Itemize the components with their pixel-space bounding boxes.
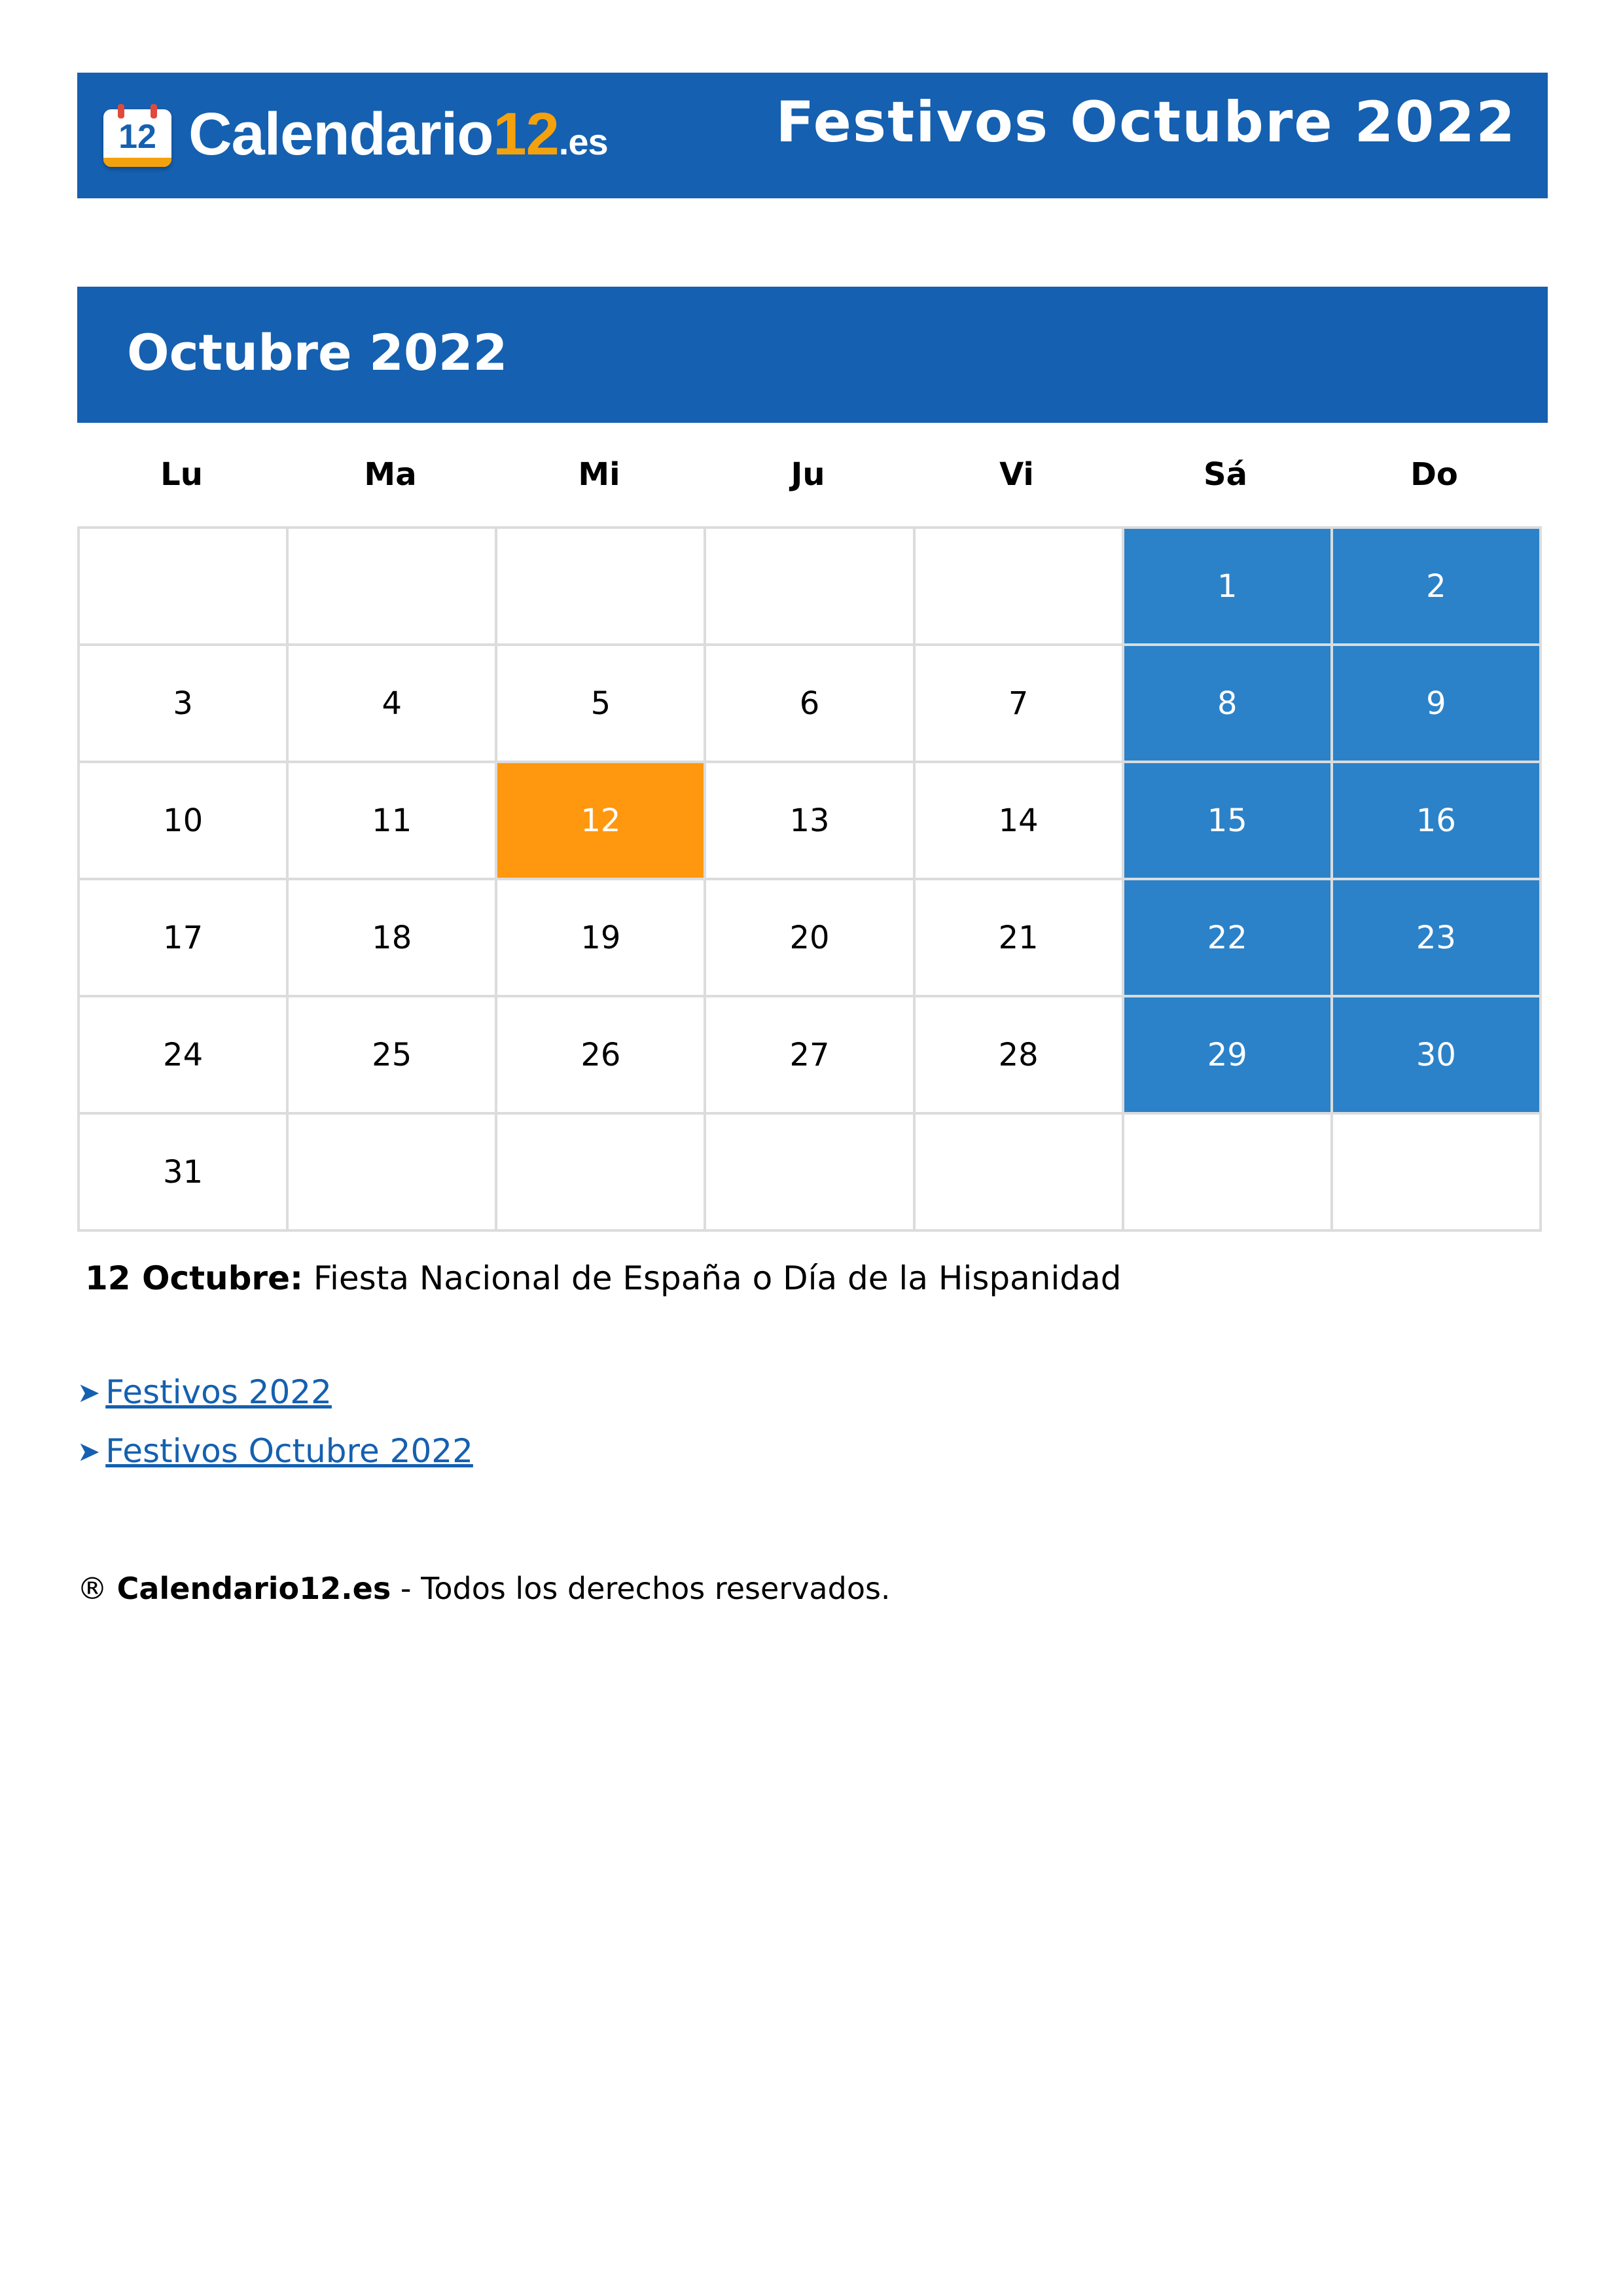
day-cell: 24 [80,997,289,1115]
day-cell: 31 [80,1115,289,1232]
weekday-label: Mi [578,456,620,493]
day-cell: 6 [706,646,915,763]
day-cell: 26 [497,997,706,1115]
empty-day-cell [916,529,1124,646]
empty-day-cell [1333,1115,1542,1232]
calendar-grid [77,526,1542,1232]
logo-icon-bar [103,158,171,167]
day-cell: 4 [289,646,497,763]
holiday-note-description: Fiesta Nacional de España o Día de la Hispanidad [313,1259,1122,1297]
empty-day-cell [289,529,497,646]
day-cell: 28 [916,997,1124,1115]
day-cell: 2 [1333,529,1542,646]
day-cell: 22 [1124,880,1333,997]
page-title: Festivos Octubre 2022 [776,90,1516,155]
link-festivos-octubre-2022[interactable]: Festivos Octubre 2022 [105,1432,473,1470]
empty-day-cell [289,1115,497,1232]
day-cell: 7 [916,646,1124,763]
month-header [77,287,1548,423]
logo-wordmark [188,101,608,175]
holiday-note-date: 12 Octubre: [85,1259,303,1297]
day-cell: 14 [916,763,1124,880]
day-cell: 12 [497,763,706,880]
registered-symbol: ® [77,1571,107,1606]
brand-number: 12 [493,101,559,168]
arrow-icon: ➤ [77,1435,101,1467]
day-cell: 13 [706,763,915,880]
day-cell: 15 [1124,763,1333,880]
day-cell: 23 [1333,880,1542,997]
weekday-label: Ju [791,456,825,493]
weekday-label: Sá [1204,456,1247,493]
empty-day-cell [497,529,706,646]
footer-text: - Todos los derechos reservados. [400,1571,891,1606]
brand-tld: .es [558,121,608,162]
day-cell: 29 [1124,997,1333,1115]
empty-day-cell [80,529,289,646]
link-item [77,1422,473,1480]
day-cell: 1 [1124,529,1333,646]
day-cell: 18 [289,880,497,997]
empty-day-cell [706,1115,915,1232]
day-cell: 3 [80,646,289,763]
day-cell: 30 [1333,997,1542,1115]
day-cell: 9 [1333,646,1542,763]
brand-main: Calendario [188,101,493,168]
day-cell: 8 [1124,646,1333,763]
day-cell: 11 [289,763,497,880]
weekday-row [77,445,1539,504]
weekday-label: Do [1410,456,1458,493]
weekday-label: Ma [364,456,417,493]
ring-icon [151,104,157,118]
day-cell: 17 [80,880,289,997]
day-cell: 27 [706,997,915,1115]
day-cell: 5 [497,646,706,763]
day-cell: 21 [916,880,1124,997]
link-festivos-2022[interactable]: Festivos 2022 [105,1373,332,1411]
holiday-note [85,1259,1121,1297]
weekday-label: Vi [999,456,1034,493]
logo-icon-number: 12 [118,118,156,156]
month-title: Octubre 2022 [127,323,508,382]
day-cell: 16 [1333,763,1542,880]
day-cell: 20 [706,880,915,997]
calendar-logo-icon [103,109,171,167]
weekday-label: Lu [160,456,203,493]
day-cell: 19 [497,880,706,997]
day-cell: 10 [80,763,289,880]
ring-icon [118,104,124,118]
related-links [77,1363,473,1480]
page-header [77,73,1548,198]
empty-day-cell [1124,1115,1333,1232]
link-item [77,1363,473,1422]
empty-day-cell [706,529,915,646]
empty-day-cell [497,1115,706,1232]
day-cell: 25 [289,997,497,1115]
footer [77,1571,891,1606]
empty-day-cell [916,1115,1124,1232]
arrow-icon: ➤ [77,1376,101,1408]
footer-brand: Calendario12.es [116,1571,391,1606]
logo[interactable] [103,101,608,171]
